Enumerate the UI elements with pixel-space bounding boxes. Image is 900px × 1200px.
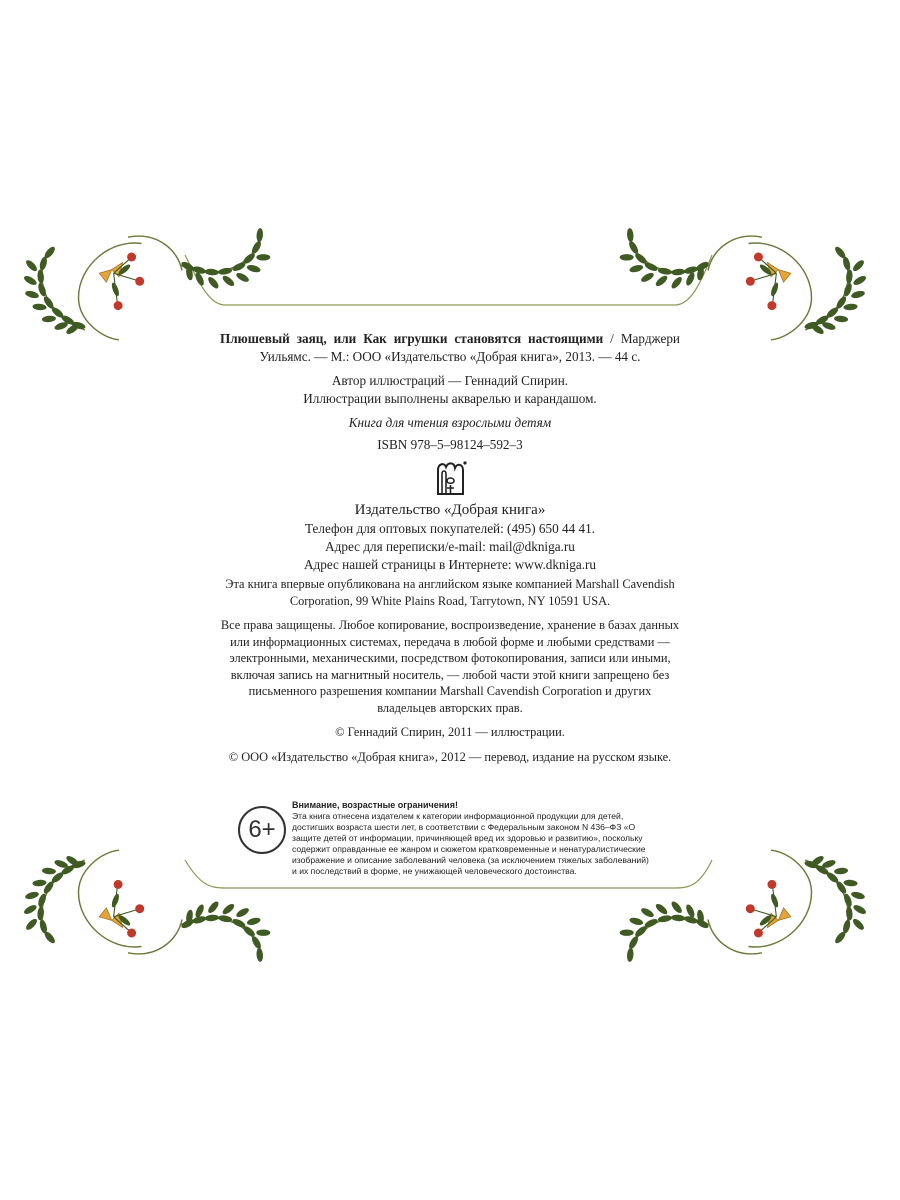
age-restriction-text: [292, 800, 652, 877]
audience-line: Книга для чтения взрослыми детям: [348, 415, 552, 430]
first-publication-note: Эта книга впервые опубликована на английском языке компанией Marshall Cavendish Corporation, 99 White Plains Road, Tarrytown, NY 10591 USA.: [225, 577, 675, 608]
publisher-name: Издательство «Добрая книга»: [354, 502, 546, 518]
publisher-email: Адрес для переписки/e-mail: mail@dkniga.ru: [325, 539, 575, 554]
age-restriction-heading: Внимание, возрастные ограничения!: [292, 800, 458, 810]
age-restriction-body: Эта книга отнесена издателем к категории информационной продукции для детей, достигших возраста шести лет, в соответствии с Федеральным законом N 436–ФЗ «О защите детей от информации, причиняющей вред их здоровью и развитию», поскольку содержит оправданные ее жанром и сюжетом кратковременные и ненатуралистические изображение и описание заболеваний человека (за исключением тяжелых заболеваний) и их последствий в форме, не унижающей человеческого достоинства.: [292, 811, 649, 876]
illustrator-line: Автор иллюстраций — Геннадий Спирин.: [331, 373, 569, 388]
rights-reserved-note: Все права защищены. Любое копирование, воспроизведение, хранение в базах данных или информационных системах, передача в любой форме и любыми средствами — электронными, механическими, посредством фотокопирования, записи или иными, включая запись на магнитный носитель, — любой части этой книги запрещено без письменного разрешения компании Marshall Cavendish Corporation и других владельцев авторских прав.: [220, 618, 680, 715]
copyright-translation: © ООО «Издательство «Добрая книга», 2012 — перевод, издание на русском языке.: [228, 749, 672, 764]
publisher-phone: Телефон для оптовых покупателей: (495) 650 44 41.: [305, 521, 595, 536]
age-rating-badge: 6+: [238, 806, 286, 854]
legal-notice: [220, 576, 680, 773]
cip-entry-rest: / Марджери Уильямс. — М.: ООО «Издательство «Добрая книга», 2013. — 44 с.: [259, 331, 680, 364]
book-title: Плюшевый заяц, или Как игрушки становятся настоящими: [220, 331, 604, 346]
bibliographic-record: [220, 330, 680, 574]
publisher-website: Адрес нашей страницы в Интернете: www.dkniga.ru: [304, 557, 596, 572]
publisher-logo-icon: [430, 458, 470, 498]
cip-entry: [220, 330, 680, 366]
isbn: ISBN 978–5–98124–592–3: [377, 437, 523, 452]
technique-line: Иллюстрации выполнены акварелью и карандашом.: [303, 391, 597, 406]
copyright-illustrations: © Геннадий Спирин, 2011 — иллюстрации.: [335, 725, 565, 739]
